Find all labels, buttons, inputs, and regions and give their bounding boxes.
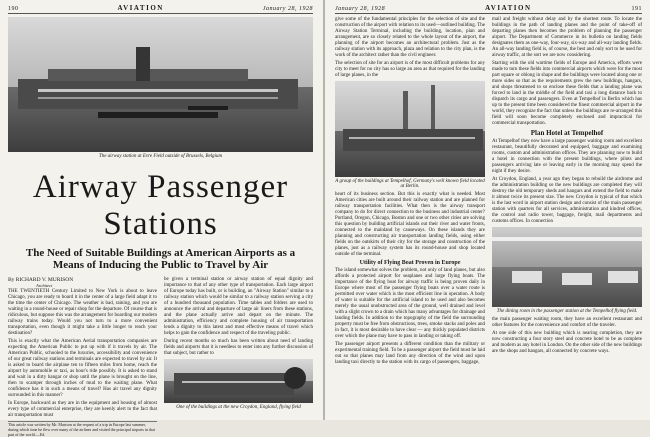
paragraph: give some of the fundamental principles for the selection of site and the construction of the airport with relation to its used—outlined building. The Airway Station Terminal, including the building, location, plan and arrangement, are so closely related to the whole layout of the airport, the planning of the airport becomes an architectural problem. Just as the railway station with its approach, plaza and relation to the city plan, is the work of the architect rather than the civil engineer.: [335, 17, 485, 58]
dining-room-photo: [492, 227, 642, 307]
byline: [8, 277, 157, 288]
right-page: [325, 0, 650, 420]
croydon-building-photo: [164, 359, 313, 403]
footnote: This article was written by Mr. Murison at the request of a trip in Europe last summer, during which time he flew over many of the airlines and visited the principal airports in that part of the world.—Ed.: [8, 422, 156, 437]
left-magazine-name: AVIATION: [117, 4, 164, 12]
hotel-subheading: Plan Hotel at Tempelhof: [530, 129, 604, 137]
paragraph: heart of its business section. But this is exactly what is needed. Most American cities are built around their railway station and are planned for railway transportation facilities. What then is the airway transport company to do for direct connection to the business and industrial center? Portland, Oregon, Chicago, Boston and one or two other cities are solving this question by building artificial islands out their river and water fronts, connected to the mainland by causeways. On these islands they are planning and constructing air transportation landing fields, using either fields on the outskirts of their city for the storage and construction of the planes, just as a railway system has its round-house and shop located outside of the terminal.: [335, 192, 485, 257]
left-page-number: 190: [8, 6, 19, 12]
middle-photo-caption: A group of the buildings at Tempelhof, Germany's well known field located at Berlin.: [335, 179, 485, 189]
left-body-columns: [8, 277, 313, 437]
right-column-2: [492, 17, 642, 368]
article-title: Airway Passenger Stations: [32, 169, 289, 242]
paragraph: Starting with the old wartime fields of Europe and America, efforts were made to turn these fields into commercial airports which were for the most part square or oblong in shape and the buildings were located along one or more sides so that as the requirements grew the new buildings, hangars, and shops threatened to so enclose these fields that a landing plane was forced to land in the middle of the field and taxi a long distance back to dispatch its cargo and passengers. Even at Tempelhof in Berlin which has up to the present time been considered the finest commercial airport in the world, they recognize the fact that unless the buildings are re-arranged this field will soon become completely enclosed and impractical for commercial transportation.: [492, 61, 642, 126]
paragraph: During recent months so much has been written about need of landing fields and airports that it is needless to enter into any further discussion of that subject, but rather to: [164, 339, 313, 356]
tempelhof-buildings-photo: [335, 81, 485, 177]
bottom-left-photo-caption: One of the buildings at the new Croydon, England, flying field: [176, 405, 301, 410]
paragraph: In Europe, backward as they are in the equipment and housing of almost every type of commercial enterprise, they are keenly alert to the fact that air transportation must: [8, 401, 157, 418]
right-running-head: [335, 4, 642, 14]
byline-role: Architect: [36, 283, 53, 288]
evre-field-photo: [8, 17, 313, 152]
left-column-2: [164, 277, 313, 437]
paragraph: mail and freight without delay and by the shortest route. To locate the buildings in the path of landing planes and the point of take-off of departing planes then becomes the problem of planning the passenger airport. The Department of Commerce in its bulletin on landing fields designates them as one-way, four-way, six-way and all-way landing fields. An all-way landing field is, of course, the best and only sort to be used for airway traffic, at the sort we are now considering.: [492, 17, 642, 58]
utility-subheading: Utility of Flying Boat Proven in Europe: [359, 260, 461, 266]
paragraph: At Tempelhof they now have a large passenger waiting room and excellent restaurant, beautifully decorated and equipped, baggage and examining rooms, custom and administration offices. They are planning now to build a hotel in connection with the present buildings, where pilots and passengers arriving late or leaving early in the morning may spend the night if they desire.: [492, 139, 642, 174]
left-column-1: [8, 277, 157, 437]
right-issue-date: January 28, 1928: [335, 6, 386, 12]
paragraph: the main passenger waiting room, they have an excellent restaurant and other features for the convenience and comfort of the traveler.: [492, 317, 642, 328]
top-photo-caption: The airway station at Evre Field outside of Brussels, Belgium: [98, 154, 223, 159]
paragraph: This is exactly what the American Aerial transportation companies are expecting the American Public to put up with if it travels by air. The American Public, schooled to the luxuries, accessibility and convenience of our great railway stations and terminals are expected to travel by air. It is asked to board the airplane ten to fifteen miles from home, reach the airport by automobile or taxi, as hour's ride possibly. It is asked to stand and wait in a dirty hangar or shop until the plane is brought on the line, then to scamper through inches of mud to the waiting plane. What confidence has it in such a means of travel? Has air travel any dignity surrounded in this manner?: [8, 339, 157, 398]
paragraph: be given a terminal station or airway station of equal dignity and importance to that of any other type of transportation. Each large airport of Europe today has built, or is building, an "Airway Station" similar to a railway station which would be similar to a railway station serving a city of a hundred thousand population. Time tables and folders are used to announce the arrival and departure of large air liners from these stations, and the plane actually arrive and depart on the minute. The administration, efficiency and complete housing of air transportation lends a dignity to this latest and most effective means of travel which helps to gain the confidence and respect of the traveling public.: [164, 277, 313, 336]
left-issue-date: January 28, 1928: [262, 6, 313, 12]
paragraph: The island somewhat solves the problem, not only of land planes, but also affords a protected airport for seaplanes and large flying boats. The importance of the flying boat for airway traffic is being proven daily in Europe where most of the passenger flying boats over a water route is permitted over water which is the most efficient line in operation. A body of water is suitable for the artificial island to be used and also becomes merely the usual unobstructed area of the ground, well drained and level with a slight crown to a drain which has many advantages for drainage and landing fields. In addition to the topography of the field the surrounding property must be free from obstructions, trees, smoke stacks and poles and in fact, it is most desirable to have clear — any thickly populated districts over which the plane may have to pass in landing or taking off.: [335, 268, 485, 339]
left-page: [0, 0, 323, 437]
paragraph: THE TWENTIETH Century Limited to New York is about to leave Chicago, you are ready to board it in the center of a large field adapt it to the time the center of Chicago. The weather is bad, raining, and you are waiting in a round-house or repair shop for the departure. Of course that is ridiculous, but suppose this was the arrangement for boarding our modern railway trains today. Would you not turn to a more convenient transportation, even though it might take a little longer to reach your destination?: [8, 289, 157, 336]
paragraph: The passenger airport presents a different condition than the military or experimental training field. To be a passenger airport the field must be laid out so that planes may land from any direction of the wind and upon landing taxi directly to the station with its cargo of passengers, baggage,: [335, 342, 485, 365]
byline-author: By RICHARD V. MURISON: [8, 277, 74, 283]
paragraph: The selection of site for an airport is of the most difficult problems for any city to meet for no city has so large an area as that required for the landing of large planes, in the: [335, 61, 485, 78]
article-subtitle: The Need of Suitable Buildings at American Airports as a Means of Inducing the Public to Travel by Air: [25, 247, 296, 271]
left-running-head: [8, 4, 313, 14]
bottom-right-photo-caption: The dining room in the passenger station at the Tempelhof flying field.: [496, 309, 638, 314]
right-upper-columns: [335, 17, 642, 368]
paragraph: At Croydon, England, a year ago they began to rebuild the airdrome and the administration building so the new buildings are completed they will destroy the old temporary sheds and hangars and extend the field to make it almost twice its present size. The new Croydon is typical of that which is the last word in airport station design and consist of the main passenger station with quarters for all services, administration and kindred offices, the control and radio tower, baggage, freight, mail departments and customs offices. In connection: [492, 177, 642, 224]
right-column-1: [335, 17, 485, 368]
right-page-number: 191: [631, 6, 642, 12]
paragraph: At one side of this new building which is nearing completion, they are now constructing a four story steel and concrete hotel to be as complete and modern as any hotel in London. On the other side of the new buildings are the shops and hangars, all connected by concrete ways.: [492, 331, 642, 354]
right-magazine-name: AVIATION: [485, 4, 532, 12]
